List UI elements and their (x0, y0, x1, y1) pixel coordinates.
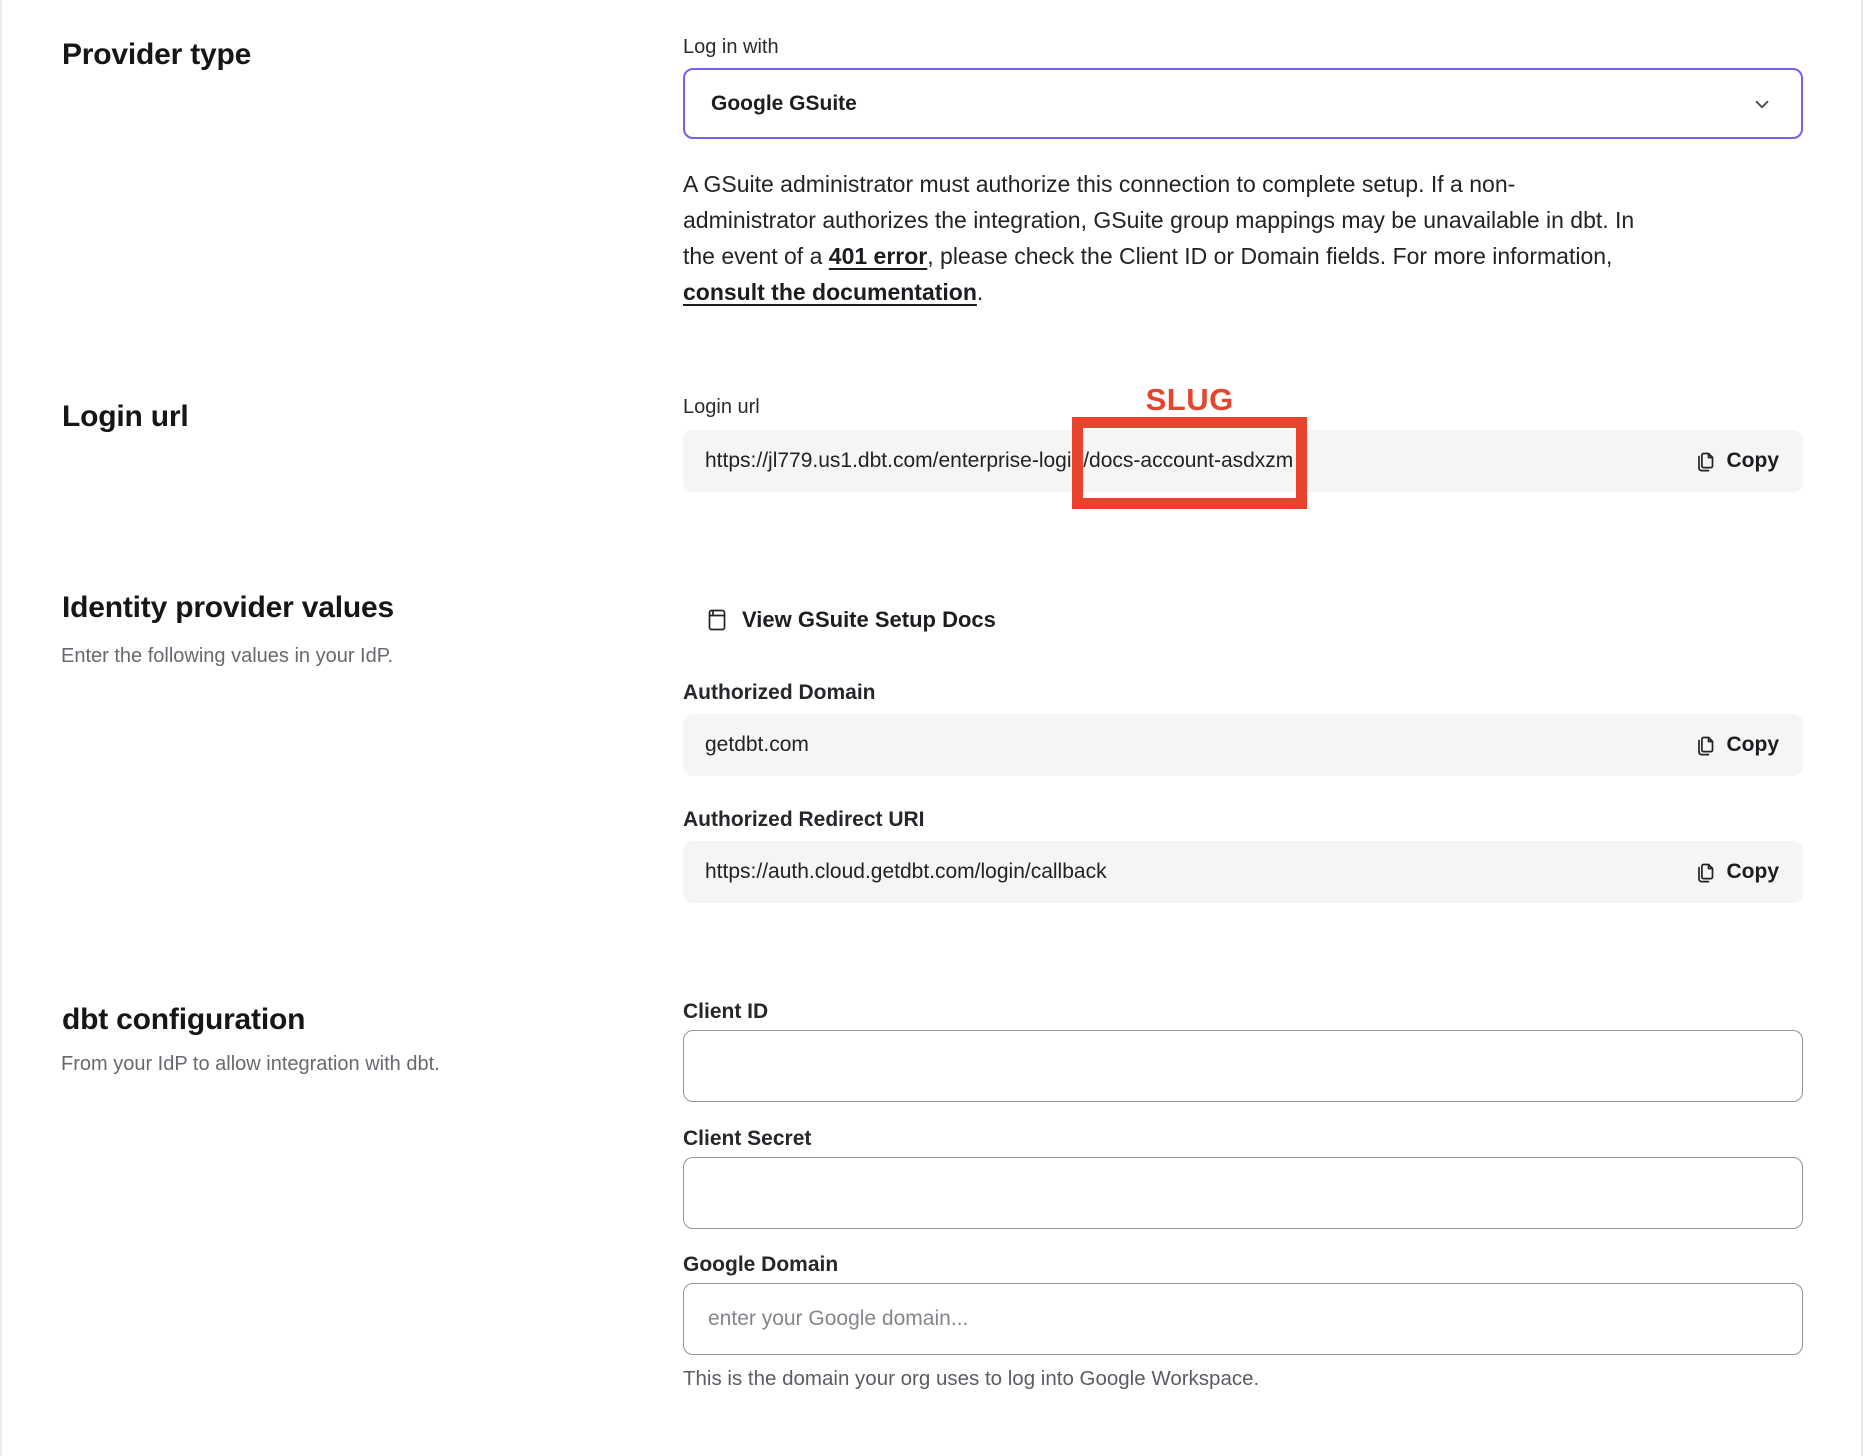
dbt-configuration-subheading: From your IdP to allow integration with dbt. (61, 1053, 440, 1075)
google-domain-input[interactable] (683, 1283, 1803, 1355)
description-line: A GSuite administrator must authorize this connection to complete setup. If a non- (683, 171, 1516, 197)
login-url-field-label: Login url (683, 396, 760, 418)
consult-documentation-link[interactable]: consult the documentation (683, 279, 977, 305)
client-id-input[interactable] (683, 1030, 1803, 1102)
slug-annotation-label: SLUG (1145, 382, 1234, 417)
authorized-redirect-uri-field (683, 841, 1803, 903)
login-with-label: Log in with (683, 36, 779, 58)
description-line: the event of a 401 error, please check the Client ID or Domain fields. For more information, (683, 243, 1613, 269)
docs-link-label: View GSuite Setup Docs (742, 607, 996, 632)
provider-select[interactable] (683, 68, 1803, 139)
copy-icon (1694, 860, 1717, 885)
copy-button-label: Copy (1726, 733, 1779, 756)
copy-icon (1694, 733, 1717, 758)
401-error-link[interactable]: 401 error (828, 243, 928, 269)
client-secret-input[interactable] (683, 1157, 1803, 1229)
description-line: administrator authorizes the integration, GSuite group mappings may be unavailable in dbt. In (683, 207, 1635, 233)
chevron-down-icon (1751, 93, 1773, 115)
provider-type-heading: Provider type (62, 38, 252, 71)
view-gsuite-setup-docs-link[interactable] (705, 607, 996, 633)
login-url-value: https://jl779.us1.dbt.com/enterprise-login/docs-account-asdxzm SLUG (705, 449, 1293, 473)
copy-redirect-uri-button[interactable] (1694, 860, 1780, 885)
authorized-domain-label: Authorized Domain (683, 681, 876, 704)
google-domain-label: Google Domain (683, 1253, 839, 1276)
authorized-redirect-uri-label: Authorized Redirect URI (683, 808, 925, 831)
google-domain-helper-text: This is the domain your org uses to log into Google Workspace. (683, 1367, 1260, 1390)
copy-icon (1694, 449, 1717, 474)
copy-button-label: Copy (1726, 449, 1779, 472)
authorized-domain-value: getdbt.com (705, 733, 809, 756)
client-secret-label: Client Secret (683, 1127, 812, 1150)
login-url-slug: docs-account-asdxzm SLUG (1089, 449, 1293, 472)
copy-authorized-domain-button[interactable] (1694, 733, 1780, 758)
client-id-label: Client ID (683, 1000, 769, 1023)
provider-description (683, 166, 1833, 310)
identity-provider-heading: Identity provider values (62, 591, 394, 624)
login-url-heading: Login url (62, 400, 189, 433)
book-icon (705, 607, 729, 633)
provider-select-value: Google GSuite (711, 91, 857, 115)
description-line: consult the documentation. (683, 279, 984, 305)
copy-login-url-button[interactable] (1694, 449, 1780, 474)
dbt-configuration-heading: dbt configuration (62, 1003, 306, 1036)
copy-button-label: Copy (1726, 860, 1779, 883)
authorized-redirect-uri-value: https://auth.cloud.getdbt.com/login/callback (705, 860, 1107, 883)
authorized-domain-field (683, 714, 1803, 776)
page-right-divider (1861, 0, 1863, 1456)
identity-provider-subheading: Enter the following values in your IdP. (61, 645, 394, 667)
